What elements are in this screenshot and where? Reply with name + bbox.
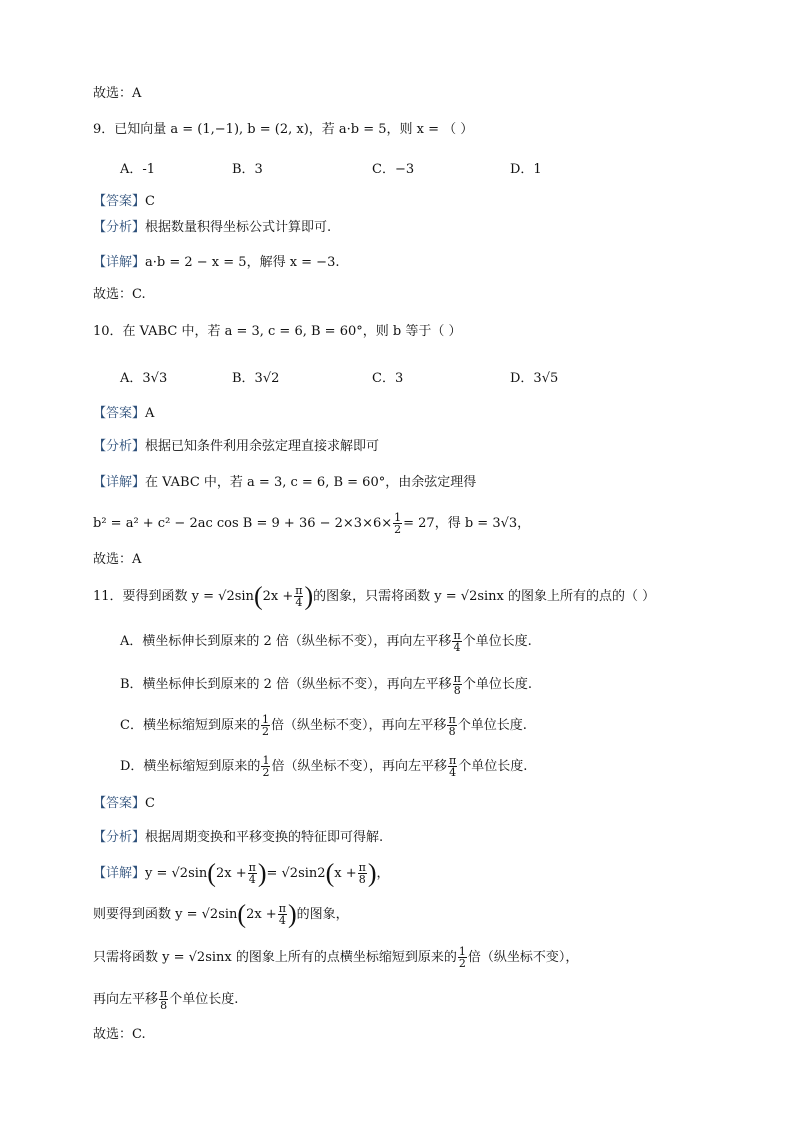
tag: 【答案】	[93, 194, 146, 209]
t: 个单位长度.	[457, 718, 527, 733]
num: π	[248, 861, 256, 874]
paren: (	[325, 858, 335, 888]
t: 个单位长度.	[462, 634, 532, 649]
fraction	[452, 630, 461, 653]
t: 的图象，	[296, 907, 349, 922]
t: D．横坐标缩短到原来的	[120, 759, 261, 774]
t: 再向左平移	[93, 992, 159, 1007]
paren: )	[257, 858, 267, 888]
num: π	[358, 861, 366, 874]
fraction	[393, 512, 402, 535]
fraction	[447, 714, 456, 737]
t: B．横坐标伸长到原来的 2 倍（纵坐标不变），再向左平移	[120, 677, 452, 692]
t: 个单位长度.	[462, 677, 532, 692]
tag: 【分析】	[93, 830, 146, 845]
t: 倍（纵坐标不变），再向左平移	[270, 718, 447, 733]
answer	[93, 794, 155, 814]
analysis	[93, 218, 331, 238]
text	[93, 946, 578, 969]
den: 2	[262, 766, 270, 779]
paren: )	[304, 581, 314, 611]
option-b: B．3	[232, 162, 263, 177]
num: 1	[394, 511, 402, 524]
detail	[93, 473, 476, 493]
fraction	[453, 673, 462, 696]
num: 1	[261, 713, 269, 726]
fraction	[261, 755, 270, 778]
answer	[93, 404, 154, 424]
t: 则要得到函数 y = √2sin	[93, 907, 238, 922]
t: 只需将函数 y = √2sinx 的图象上所有的点横坐标缩短到原来的	[93, 950, 457, 965]
option-d: D．1	[510, 162, 542, 177]
detail	[93, 253, 339, 273]
den: 2	[261, 725, 269, 738]
den: 8	[358, 873, 366, 886]
t: y = √2sin	[145, 866, 208, 881]
analysis	[93, 828, 383, 848]
value: 在 VABC 中，若 a = 3, c = 6, B = 60°，由余弦定理得	[145, 475, 477, 490]
tag: 【详解】	[93, 866, 146, 881]
detail	[93, 858, 390, 888]
paren: )	[287, 899, 297, 929]
value: C	[145, 796, 155, 811]
fraction	[248, 862, 257, 885]
tag: 【答案】	[93, 796, 146, 811]
t: = √2sin2	[266, 866, 326, 881]
den: 4	[248, 873, 256, 886]
value: 根据数量积得坐标公式计算即可.	[145, 220, 332, 235]
t: 个单位长度.	[169, 992, 239, 1007]
text: 故选：C.	[93, 1027, 146, 1042]
den: 4	[295, 596, 303, 609]
value: 根据周期变换和平移变换的特征即可得解.	[145, 830, 384, 845]
fraction	[448, 755, 457, 778]
value: A	[145, 406, 155, 421]
option-c	[120, 714, 527, 737]
value: a·b = 2 − x = 5，解得 x = −3.	[145, 255, 340, 270]
t: 2x +	[246, 907, 277, 922]
text	[93, 899, 349, 929]
text: 故选：A	[93, 552, 142, 567]
option-a	[120, 630, 532, 653]
tag: 【详解】	[93, 475, 146, 490]
den: 8	[160, 999, 168, 1012]
fraction	[294, 585, 303, 608]
answer	[93, 192, 155, 212]
tag: 【详解】	[93, 255, 146, 270]
paren: (	[237, 899, 247, 929]
num: 1	[262, 754, 270, 767]
num: π	[160, 987, 168, 1000]
t: 的图象，只需将函数 y = √2sinx 的图象上所有的点的（ ）	[313, 589, 656, 604]
tag: 【分析】	[93, 220, 146, 235]
option-b: B．3√2	[232, 371, 280, 386]
fraction	[458, 946, 467, 969]
option-d: D．3√5	[510, 371, 559, 386]
f: b² = a² + c² − 2ac cos B = 9 + 36 − 2×3×6×	[93, 516, 393, 531]
t: A．横坐标伸长到原来的 2 倍（纵坐标不变），再向左平移	[120, 634, 452, 649]
question-10: 10．在 VABC 中，若 a = 3, c = 6, B = 60°，则 b 等于（ ）	[93, 324, 462, 339]
den: 8	[448, 725, 456, 738]
paren: (	[253, 581, 263, 611]
option-a: A．-1	[120, 162, 156, 177]
paren: )	[367, 858, 377, 888]
tag: 【答案】	[93, 406, 146, 421]
question-9: 9．已知向量 a = (1,−1), b = (2, x)，若 a·b = 5，则 x = （ ）	[93, 122, 474, 137]
tag: 【分析】	[93, 439, 146, 454]
text: 故选：A	[93, 86, 142, 101]
num: π	[295, 584, 303, 597]
text: 故选：C.	[93, 287, 146, 302]
question-11	[93, 581, 656, 611]
t: 个单位长度.	[458, 759, 528, 774]
t: 2x +	[262, 589, 294, 604]
fraction	[358, 862, 367, 885]
fraction	[278, 903, 287, 926]
t: x +	[334, 866, 357, 881]
den: 4	[278, 914, 286, 927]
option-c: C．3	[372, 371, 404, 386]
den: 2	[394, 523, 402, 536]
t: C．横坐标缩短到原来的	[120, 718, 260, 733]
num: π	[448, 754, 457, 767]
fraction	[159, 988, 168, 1011]
t: ，	[376, 866, 390, 881]
paren: (	[207, 858, 216, 888]
t: 倍（纵坐标不变），	[467, 950, 579, 965]
t: 2x +	[215, 866, 247, 881]
formula	[93, 512, 530, 535]
num: π	[448, 713, 456, 726]
fraction	[261, 714, 270, 737]
analysis	[93, 437, 379, 457]
value: C	[145, 194, 155, 209]
value: 根据已知条件利用余弦定理直接求解即可	[145, 439, 380, 454]
option-a: A．3√3	[120, 371, 168, 386]
t: 倍（纵坐标不变），再向左平移	[271, 759, 447, 774]
den: 8	[453, 684, 461, 697]
num: π	[453, 672, 461, 685]
num: 1	[458, 945, 466, 958]
den: 4	[453, 641, 461, 654]
den: 2	[458, 957, 466, 970]
num: π	[278, 902, 286, 915]
option-b	[120, 673, 532, 696]
num: π	[453, 629, 461, 642]
f: = 27，得 b = 3√3，	[403, 516, 531, 531]
t: 11．要得到函数 y = √2sin	[93, 589, 254, 604]
option-c: C．−3	[372, 162, 415, 177]
text	[93, 988, 238, 1011]
option-d	[120, 755, 527, 778]
den: 4	[449, 766, 457, 779]
